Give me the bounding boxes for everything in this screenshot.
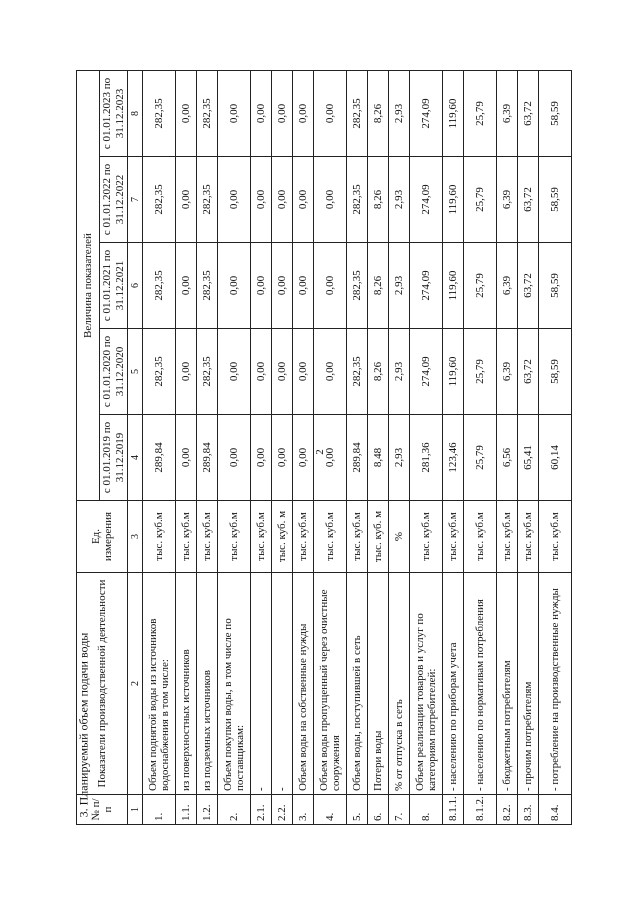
row-value: 58,59 (539, 157, 572, 243)
row-value: 0,00 (218, 415, 251, 501)
row-value: 0,00 (272, 157, 293, 243)
row-value: 0,00 (176, 157, 197, 243)
table-row (347, 71, 368, 825)
page-number: 2 (314, 449, 326, 455)
row-value: 8,26 (368, 71, 389, 157)
row-value: 0,00 (293, 157, 314, 243)
table-row (518, 71, 539, 825)
row-value: 282,35 (143, 157, 176, 243)
row-value: 119,60 (443, 329, 464, 415)
row-value: 58,59 (539, 329, 572, 415)
table-row (464, 71, 497, 825)
header-group: Величина показателей (77, 71, 100, 501)
row-value: 25,79 (464, 71, 497, 157)
row-indicator: Объем покупки воды, в том числе по поставщикам: (218, 573, 251, 795)
row-unit: тыс. куб.м (176, 501, 197, 573)
row-number: 2.2. (272, 795, 293, 825)
row-unit: тыс. куб.м (251, 501, 272, 573)
index-cell: 2 (128, 573, 143, 795)
row-value: 2,93 (389, 329, 410, 415)
row-unit: тыс. куб.м (518, 501, 539, 573)
row-value: 8,26 (368, 157, 389, 243)
row-value: 119,60 (443, 71, 464, 157)
row-value: 0,00 (293, 71, 314, 157)
row-value: 282,35 (347, 243, 368, 329)
table-row (176, 71, 197, 825)
table-row (314, 71, 347, 825)
row-value: 0,00 (272, 415, 293, 501)
row-indicator: Объем воды пропущенный через очистные сооружения (314, 573, 347, 795)
row-value: 58,59 (539, 71, 572, 157)
row-number: 5. (347, 795, 368, 825)
row-number: 3. (293, 795, 314, 825)
row-number: 8.1.1. (443, 795, 464, 825)
row-value: 282,35 (143, 71, 176, 157)
row-value: 0,00 (272, 71, 293, 157)
row-value: 282,35 (347, 71, 368, 157)
row-value: 0,00 (218, 243, 251, 329)
row-unit: тыс. куб.м (143, 501, 176, 573)
row-value: 282,35 (197, 243, 218, 329)
row-indicator: Объем реализации товаров и услуг по категориям потребителей: (410, 573, 443, 795)
water-supply-table-container (76, 71, 564, 825)
table-row (443, 71, 464, 825)
row-value: 282,35 (197, 329, 218, 415)
row-indicator: Объем воды на собственные нужды (293, 573, 314, 795)
table-row (272, 71, 293, 825)
row-value: 2,93 (389, 243, 410, 329)
header-period: с 01.01.2020 по 31.12.2020 (100, 329, 128, 415)
row-value: 282,35 (197, 71, 218, 157)
row-indicator: - бюджетным потребителям (497, 573, 518, 795)
row-value: 281,36 (410, 415, 443, 501)
row-value: 282,35 (347, 157, 368, 243)
row-value: 0,00 (293, 329, 314, 415)
table-row (389, 71, 410, 825)
row-value: 0,00 (251, 243, 272, 329)
row-indicator: - населению по нормативам потребления (464, 573, 497, 795)
index-cell: 4 (128, 415, 143, 501)
table-row (197, 71, 218, 825)
row-unit: тыс. куб. м (272, 501, 293, 573)
row-value: 0,00 (314, 415, 347, 501)
row-number: 1. (143, 795, 176, 825)
row-value: 0,00 (251, 71, 272, 157)
header-period: с 01.01.2021 по 31.12.2021 (100, 243, 128, 329)
index-cell: 8 (128, 71, 143, 157)
row-value: 63,72 (518, 243, 539, 329)
row-indicator: из поверхностных источников (176, 573, 197, 795)
index-cell: 1 (128, 795, 143, 825)
row-number: 4. (314, 795, 347, 825)
index-cell: 7 (128, 157, 143, 243)
row-value: 65,41 (518, 415, 539, 501)
row-value: 274,09 (410, 243, 443, 329)
row-value: 0,00 (314, 243, 347, 329)
row-value: 119,60 (443, 157, 464, 243)
row-value: 8,48 (368, 415, 389, 501)
row-value: 63,72 (518, 329, 539, 415)
row-value: 2,93 (389, 415, 410, 501)
row-indicator: - прочим потребителям (518, 573, 539, 795)
row-number: 8.3. (518, 795, 539, 825)
table-row (497, 71, 518, 825)
row-value: 0,00 (218, 71, 251, 157)
row-value: 6,39 (497, 71, 518, 157)
row-unit: тыс. куб.м (497, 501, 518, 573)
row-number: 8.4. (539, 795, 572, 825)
row-value: 282,35 (143, 243, 176, 329)
row-indicator: - населению по приборам учета (443, 573, 464, 795)
header-indicator: Показатели производственной деятельности (77, 573, 128, 795)
row-indicator: - потребление на производственные нужды (539, 573, 572, 795)
index-cell: 5 (128, 329, 143, 415)
row-value: 0,00 (251, 157, 272, 243)
row-value: 60,14 (539, 415, 572, 501)
row-value: 0,00 (293, 243, 314, 329)
row-number: 7. (389, 795, 410, 825)
row-number: 6. (368, 795, 389, 825)
row-unit: тыс. куб.м (464, 501, 497, 573)
row-value: 25,79 (464, 415, 497, 501)
table-caption: 3. Планируемый объем подачи воды (76, 632, 91, 818)
row-number: 8.2. (497, 795, 518, 825)
row-value: 25,79 (464, 329, 497, 415)
row-number: 8.1.2. (464, 795, 497, 825)
row-indicator: Объем поднятой воды из источников водоснабжения в том числе: (143, 573, 176, 795)
row-number: 2. (218, 795, 251, 825)
table-row (251, 71, 272, 825)
row-value: 58,59 (539, 243, 572, 329)
row-value: 8,26 (368, 329, 389, 415)
row-value: 0,00 (218, 329, 251, 415)
row-value: 0,00 (251, 415, 272, 501)
row-value: 6,39 (497, 157, 518, 243)
row-unit: тыс. куб.м (443, 501, 464, 573)
row-number: 8. (410, 795, 443, 825)
row-value: 0,00 (293, 415, 314, 501)
row-unit: тыс. куб. м (368, 501, 389, 573)
row-unit: тыс. куб.м (347, 501, 368, 573)
index-cell: 6 (128, 243, 143, 329)
row-indicator: - (251, 573, 272, 795)
row-unit: % (389, 501, 410, 573)
row-value: 6,56 (497, 415, 518, 501)
row-value: 282,35 (197, 157, 218, 243)
row-value: 63,72 (518, 71, 539, 157)
row-unit: тыс. куб.м (293, 501, 314, 573)
row-value: 274,09 (410, 329, 443, 415)
row-value: 119,60 (443, 243, 464, 329)
row-unit: тыс. куб.м (218, 501, 251, 573)
table-row (368, 71, 389, 825)
row-value: 289,84 (143, 415, 176, 501)
row-value: 289,84 (197, 415, 218, 501)
row-value: 282,35 (347, 329, 368, 415)
header-period: с 01.01.2022 по 31.12.2022 (100, 157, 128, 243)
row-value: 0,00 (176, 71, 197, 157)
row-value: 8,26 (368, 243, 389, 329)
row-indicator: Потери воды (368, 573, 389, 795)
row-unit: тыс. куб.м (410, 501, 443, 573)
header-period: с 01.01.2023 по 31.12.2023 (100, 71, 128, 157)
table-row (410, 71, 443, 825)
row-value: 0,00 (176, 415, 197, 501)
row-value: 2,93 (389, 157, 410, 243)
row-value: 0,00 (272, 329, 293, 415)
row-indicator: % от отпуска в сеть (389, 573, 410, 795)
row-value: 123,46 (443, 415, 464, 501)
table-row (293, 71, 314, 825)
header-num: № п/п (77, 795, 128, 825)
row-value: 63,72 (518, 157, 539, 243)
row-unit: тыс. куб.м (539, 501, 572, 573)
row-value: 0,00 (176, 243, 197, 329)
table-row (143, 71, 176, 825)
row-value: 282,35 (143, 329, 176, 415)
row-indicator: из подземных источников (197, 573, 218, 795)
row-value: 25,79 (464, 157, 497, 243)
row-unit: тыс. куб.м (197, 501, 218, 573)
row-value: 289,84 (347, 415, 368, 501)
row-value: 0,00 (176, 329, 197, 415)
row-value: 6,39 (497, 243, 518, 329)
row-value: 6,39 (497, 329, 518, 415)
table-row (218, 71, 251, 825)
row-value: 0,00 (218, 157, 251, 243)
table-row (539, 71, 572, 825)
row-value: 2,93 (389, 71, 410, 157)
index-cell: 3 (128, 501, 143, 573)
row-number: 2.1. (251, 795, 272, 825)
row-value: 0,00 (314, 157, 347, 243)
row-value: 0,00 (314, 329, 347, 415)
row-indicator: Объем воды, поступившей в сеть (347, 573, 368, 795)
header-period: с 01.01.2019 по 31.12.2019 (100, 415, 128, 501)
row-value: 274,09 (410, 157, 443, 243)
row-value: 25,79 (464, 243, 497, 329)
row-indicator: - (272, 573, 293, 795)
row-value: 0,00 (251, 329, 272, 415)
row-unit: тыс. куб.м (314, 501, 347, 573)
row-number: 1.1. (176, 795, 197, 825)
row-value: 0,00 (272, 243, 293, 329)
row-number: 1.2. (197, 795, 218, 825)
row-value: 274,09 (410, 71, 443, 157)
water-supply-table (76, 70, 572, 825)
row-value: 0,00 (314, 71, 347, 157)
header-unit: Ед. измерения (77, 501, 128, 573)
